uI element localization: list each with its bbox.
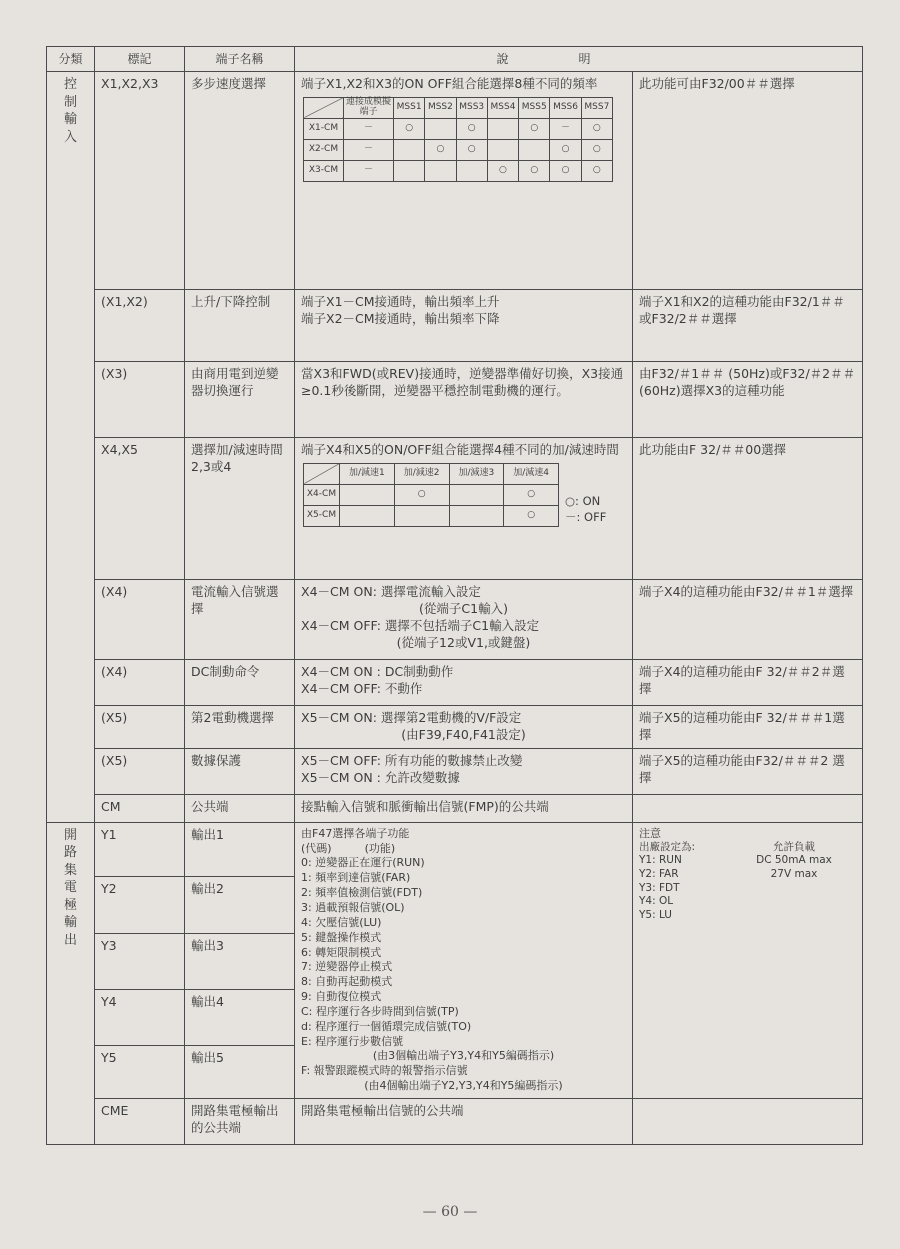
table-row [47,580,863,660]
mss-col-header: MSS4 [487,97,518,118]
output-item: E: 程序運行步數信號 [301,1034,404,1048]
mss-cell: ○ [581,118,612,139]
mss-col-header: MSS2 [425,97,456,118]
output-item: 9: 自動復位模式 [301,990,382,1004]
legend-off: －: OFF [565,509,607,524]
description-line: (從端子12或V1,或鍵盤) [396,634,531,650]
table-header-row [47,47,863,72]
mss-row-label: X2-CM [304,139,344,160]
mss-cell: ○ [581,160,612,181]
row-name: 數據保護 [185,748,295,794]
row-description [295,290,633,362]
table-row [47,660,863,706]
mss-col-header: MSS5 [519,97,550,118]
mss-cell [425,118,456,139]
mss-cell: ○ [487,160,518,181]
table-row [47,72,863,290]
mss-cell: － [344,160,394,181]
description-text: 端子X1,X2和X3的ON OFF組合能選擇8種不同的頻率 [301,76,598,91]
acc-col-header: 加/減速2 [394,463,449,484]
description-text: 端子X4和X5的ON/OFF組合能選擇4種不同的加/減速時間 [301,442,619,457]
mss-cell [394,160,425,181]
notes-item: DC 50mA max [756,854,832,867]
mss-cell: ○ [550,139,581,160]
notes-col2 [739,841,849,923]
row-mark: Y3 [95,933,185,989]
row-name: 公共端 [185,794,295,822]
notes-item: Y3: FDT [639,881,680,894]
acc-cell [394,505,449,526]
header-mark: 標記 [95,47,185,72]
row-mark: CME [95,1098,185,1144]
row-mark: (X3) [95,362,185,438]
row-note: 此功能由F 32/＃＃00選擇 [633,438,863,580]
row-name: 輸出4 [185,990,295,1046]
mss-row-label: X1-CM [304,118,344,139]
row-name: 第2電動機選擇 [185,706,295,749]
row-note: 端子X4的這種功能由F 32/＃＃2＃選擇 [633,660,863,706]
row-note [633,794,863,822]
acc-cell: ○ [504,505,559,526]
output-item: C: 程序運行各步時間到信號(TP) [301,1004,459,1018]
acc-cell [449,484,504,505]
table-row [47,362,863,438]
row-note: 端子X1和X2的這種功能由F32/1＃＃或F32/2＃＃選擇 [633,290,863,362]
mss-cell: ○ [456,139,487,160]
acc-col-header: 加/減速4 [504,463,559,484]
notes-item: Y2: FAR [639,868,679,881]
acc-table-wrapper [301,459,626,527]
mss-cell: ○ [519,160,550,181]
notes-col2-head: 允許負載 [773,840,815,853]
mss-col-header: MSS1 [394,97,425,118]
output-item: 4: 欠壓信號(LU) [301,915,382,929]
acc-cell: ○ [504,484,559,505]
row-description: 當X3和FWD(或REV)接通時，逆變器準備好切換，X3接通≥0.1秒後斷開，逆變器平穩控制電動機的運行。 [295,362,633,438]
row-description [295,660,633,706]
row-mark: Y4 [95,990,185,1046]
row-note: 此功能可由F32/00＃＃選擇 [633,72,863,290]
acc-col-header: 加/減速1 [340,463,395,484]
notes-item: Y5: LU [639,909,672,922]
acc-cell [340,505,395,526]
table-row [47,290,863,362]
legend-on: ○: ON [565,493,601,508]
category-label: 控制輸入 [63,77,77,145]
category-control-input [47,72,95,823]
mss-cell: ○ [394,118,425,139]
row-name: 輸出5 [185,1046,295,1098]
description-line: 端子X1－CM接通時，輸出頻率上升 [301,294,500,309]
row-mark: CM [95,794,185,822]
row-name: 多步速度選擇 [185,72,295,290]
category-label: 開路集電極輸出 [63,827,77,949]
mss-cell: － [344,118,394,139]
output-item: 5: 鍵盤操作模式 [301,930,382,944]
row-mark: X4,X5 [95,438,185,580]
mss-cell: ○ [550,160,581,181]
row-description: 接點輸入信號和脈衝輸出信號(FMP)的公共端 [295,794,633,822]
row-name: 輸出1 [185,822,295,876]
acc-diagonal-cell [304,463,340,484]
description-line: 端子X2－CM接通時，輸出頻率下降 [301,310,500,326]
mss-diagonal-cell [304,97,344,118]
row-mark: Y2 [95,877,185,933]
mss-table [303,97,613,182]
row-mark: (X5) [95,748,185,794]
output-notes [633,822,863,1098]
page-number: — 60 — [422,1204,478,1220]
output-desc-title: 由F47選擇各端子功能 [301,826,410,840]
output-item: (由4個輸出端子Y2,Y3,Y4和Y5編碼指示) [364,1079,563,1093]
row-name: 選擇加/減速時間2,3或4 [185,438,295,580]
row-note: 端子X5的這種功能由F32/＃＃＃2 選擇 [633,748,863,794]
output-item: 3: 過載預報信號(OL) [301,900,405,914]
output-item: (由3個輸出端子Y3,Y4和Y5編碼指示) [372,1049,555,1063]
row-mark: Y5 [95,1046,185,1098]
header-terminal-name: 端子名稱 [185,47,295,72]
acc-row-label: X5-CM [304,505,340,526]
table-row [47,794,863,822]
row-name: 由商用電到逆變器切換運行 [185,362,295,438]
row-note: 由F32/＃1＃＃ (50Hz)或F32/＃2＃＃(60Hz)選擇X3的這種功能 [633,362,863,438]
mss-col-header: MSS3 [456,97,487,118]
description-line: (由F39,F40,F41設定) [401,726,526,742]
mss-col-header: MSS7 [581,97,612,118]
row-description: 開路集電極輸出信號的公共端 [295,1098,633,1144]
output-item: 8: 自動再起動模式 [301,975,393,989]
row-name: 開路集電極輸出的公共端 [185,1098,295,1144]
table-row [47,706,863,749]
mss-cell: ○ [519,118,550,139]
terminal-function-table [46,46,863,1145]
mss-cell: － [550,118,581,139]
row-description [295,72,633,290]
row-name: 電流輸入信號選擇 [185,580,295,660]
table-row [47,822,863,876]
notes-item: Y1: RUN [639,854,682,867]
description-line: (從端子C1輸入) [419,600,508,616]
acc-col-header: 加/減速3 [449,463,504,484]
mss-cell [425,160,456,181]
header-description: 說明 [295,47,863,72]
mss-corner-label: 連接成模擬端子 [344,97,394,118]
row-description [295,748,633,794]
notes-title: 注意 [639,826,661,840]
description-line: X4－CM OFF: 不動作 [301,680,423,696]
output-item: 2: 頻率值檢測信號(FDT) [301,886,423,900]
output-item: 7: 逆變器停止模式 [301,960,393,974]
output-item: 1: 頻率到達信號(FAR) [301,871,411,885]
notes-item: Y4: OL [639,895,674,908]
output-item: F: 報警跟蹤模式時的報警指示信號 [301,1064,468,1078]
row-name: 輸出2 [185,877,295,933]
description-line: X4－CM ON: 選擇電流輸入設定 [301,584,481,599]
description-line: X4－CM OFF: 選擇不包括端子C1輸入設定 [301,617,540,633]
row-description [295,580,633,660]
row-note: 端子X5的這種功能由F 32/＃＃＃1選擇 [633,706,863,749]
row-description [295,438,633,580]
mss-cell [456,160,487,181]
category-open-collector-output [47,822,95,1144]
notes-col1-head: 出廠設定為: [639,840,696,853]
acc-cell [449,505,504,526]
description-line: X5－CM ON : 允許改變數據 [301,769,460,785]
row-mark: (X1,X2) [95,290,185,362]
notes-col1 [639,841,739,923]
table-row [47,438,863,580]
notes-columns [639,841,856,923]
acc-cell [340,484,395,505]
output-desc-head: (代碼) (功能) [301,841,396,855]
description-line: X4－CM ON : DC制動動作 [301,664,454,679]
row-name: 輸出3 [185,933,295,989]
mss-row-label: X3-CM [304,160,344,181]
mss-cell: ○ [456,118,487,139]
mss-cell [487,139,518,160]
row-name: DC制動命令 [185,660,295,706]
output-item: 6: 轉矩限制模式 [301,945,382,959]
row-note [633,1098,863,1144]
mss-cell: － [344,139,394,160]
output-item: 0: 逆變器正在運行(RUN) [301,856,425,870]
row-mark: (X4) [95,580,185,660]
header-category: 分類 [47,47,95,72]
acc-legend [565,493,606,527]
output-description [295,822,633,1098]
acc-cell: ○ [394,484,449,505]
description-line: X5－CM OFF: 所有功能的數據禁止改變 [301,752,523,768]
table-row [47,748,863,794]
acc-row-label: X4-CM [304,484,340,505]
row-mark: (X4) [95,660,185,706]
row-name: 上升/下降控制 [185,290,295,362]
output-item: d: 程序運行一個循環完成信號(TO) [301,1019,472,1033]
row-description [295,706,633,749]
notes-item: 27V max [770,868,818,881]
mss-cell: ○ [425,139,456,160]
row-note: 端子X4的這種功能由F32/＃＃1＃選擇 [633,580,863,660]
row-mark: X1,X2,X3 [95,72,185,290]
mss-cell [519,139,550,160]
row-mark: Y1 [95,822,185,876]
mss-cell [394,139,425,160]
mss-cell [487,118,518,139]
row-mark: (X5) [95,706,185,749]
mss-cell: ○ [581,139,612,160]
table-row [47,1098,863,1144]
mss-col-header: MSS6 [550,97,581,118]
acc-table [303,463,559,527]
description-line: X5－CM ON: 選擇第2電動機的V/F設定 [301,710,522,725]
